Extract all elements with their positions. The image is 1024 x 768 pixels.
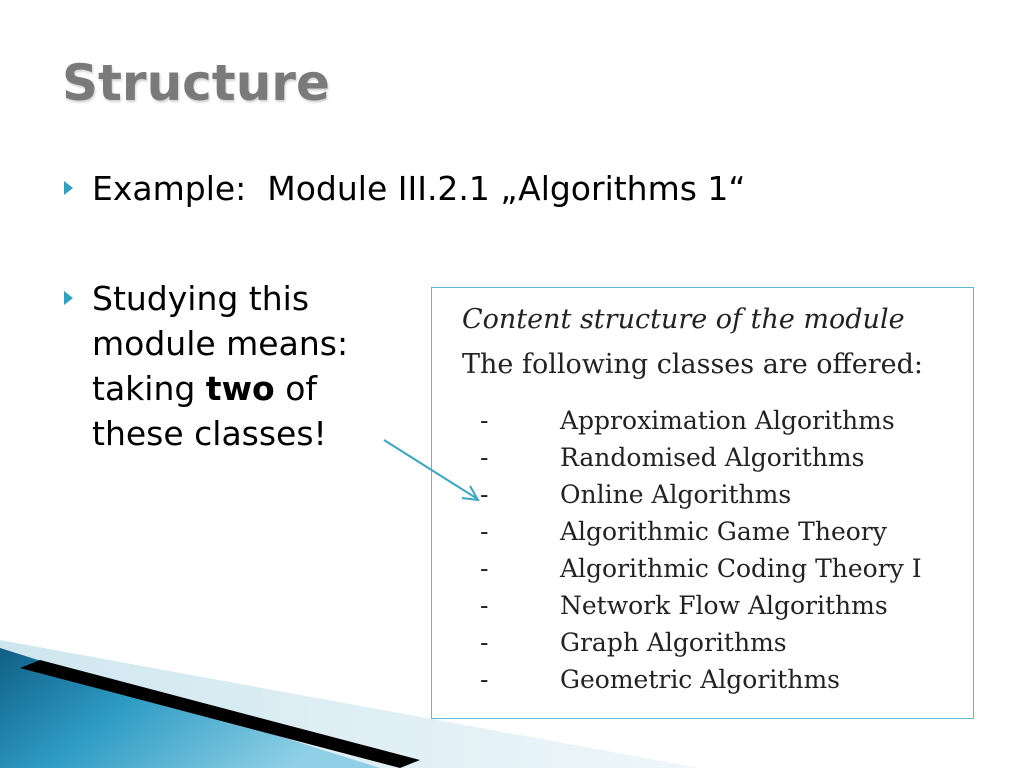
class-item: - Online Algorithms [480, 480, 792, 509]
emphasis-two: two [205, 369, 275, 408]
image-intro: The following classes are offered: [462, 349, 923, 380]
class-item: - Graph Algorithms [480, 628, 787, 657]
slide-title: Structure [62, 54, 330, 112]
class-item: - Geometric Algorithms [480, 665, 840, 694]
bullet-line: these classes! [92, 414, 327, 453]
class-item: - Randomised Algorithms [480, 443, 865, 472]
bullet-line: module means: [92, 324, 349, 363]
class-item: - Network Flow Algorithms [480, 591, 888, 620]
class-item: - Algorithmic Game Theory [480, 517, 887, 546]
class-item: - Algorithmic Coding Theory I [480, 554, 922, 583]
class-item: - Approximation Algorithms [480, 406, 895, 435]
bullet-example-text: Example: Module III.2.1 „Algorithms 1“ [92, 169, 746, 208]
image-heading: Content structure of the module [462, 304, 905, 335]
bullet-line-prefix: taking [92, 369, 206, 408]
bullet-line: Studying this [92, 279, 310, 318]
bullet-line-suffix: of [274, 369, 318, 408]
